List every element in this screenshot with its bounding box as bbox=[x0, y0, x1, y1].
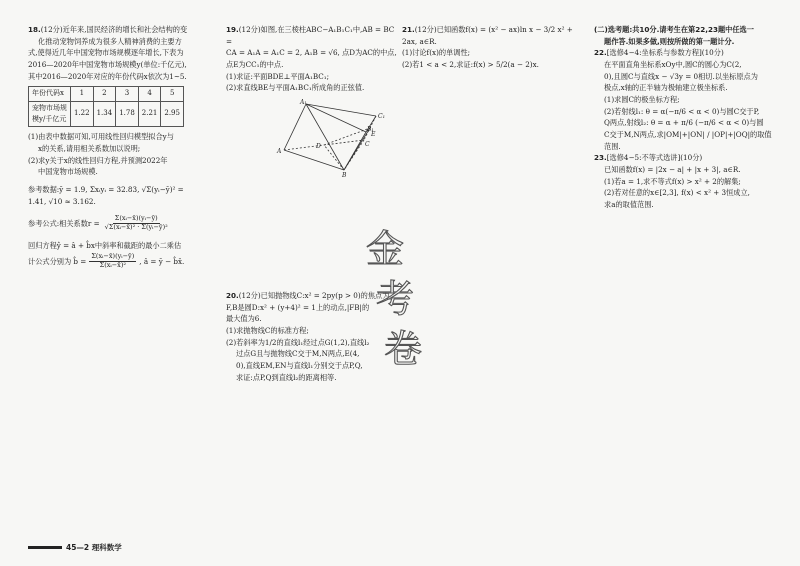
numerator: Σ(xᵢ−x̄)(yᵢ−ȳ) bbox=[114, 214, 158, 223]
reference-data: 1.41, √10 ≈ 3.162. bbox=[28, 196, 96, 206]
question-number: 22. bbox=[594, 48, 607, 58]
stamp-char: 卷 bbox=[384, 327, 423, 371]
page-footer bbox=[28, 542, 122, 554]
question-text: (2)求直线BE与平面A₁BC₁所成角的正弦值. bbox=[226, 83, 365, 93]
denominator: √Σ(xᵢ−x̄)² · Σ(yᵢ−ȳ)² bbox=[104, 223, 168, 231]
question-text: (1)求圆C的极坐标方程; bbox=[604, 94, 680, 104]
table-cell: 4 bbox=[138, 87, 161, 101]
formula-label: 计公式分别为 b̂ = bbox=[28, 256, 87, 266]
label-c: C bbox=[365, 140, 370, 148]
stamp-char: 金 bbox=[366, 227, 405, 271]
question-text: 0),直线EM,EN与直线l₁分别交于点P,Q, bbox=[236, 360, 363, 370]
question-19 bbox=[226, 24, 402, 178]
question-text: 2ax, a∈R. bbox=[402, 36, 437, 46]
question-text: (12分)已知函数f(x) = (x² − ax)ln x − 3/2 x² + bbox=[414, 25, 573, 34]
question-text: (1)由表中数据可知,可用线性回归模型拟合y与 bbox=[28, 132, 174, 142]
question-number: 23. bbox=[594, 153, 607, 163]
question-text: 点E为CC₁的中点. bbox=[226, 59, 284, 69]
table-cell: 2.21 bbox=[138, 101, 161, 127]
question-text: 回归方程ŷ = â + b̂x中斜率和截距的最小二乘估 bbox=[28, 240, 182, 250]
fraction bbox=[103, 215, 170, 232]
question-18 bbox=[28, 24, 214, 272]
numerator: Σ(xᵢ−x̄)(yᵢ−ȳ) bbox=[91, 252, 135, 261]
question-number: 18. bbox=[28, 25, 41, 34]
table-cell: 1.22 bbox=[71, 101, 94, 127]
question-text: C交于M,N两点,求|OM|+|ON| / |OP|+|OQ|的取值 bbox=[604, 129, 772, 139]
table-row bbox=[29, 101, 184, 127]
stamp-char: 考 bbox=[376, 277, 415, 321]
table-cell: 2.95 bbox=[161, 101, 184, 127]
question-text: 求证:点P,Q到直线l₂的距离相等. bbox=[236, 372, 337, 382]
cell-line: 宠物市场规 bbox=[32, 103, 67, 112]
table-cell: 2 bbox=[93, 87, 116, 101]
question-text: 求a的取值范围. bbox=[604, 199, 654, 209]
question-number: 20. bbox=[226, 291, 239, 300]
prism-diagram bbox=[276, 98, 386, 178]
question-text: 中国宠物市场规模. bbox=[38, 167, 98, 177]
label-b: B bbox=[342, 171, 347, 178]
question-text: (12分)已知抛物线C:x² = 2py(p > 0)的焦点为 bbox=[238, 291, 390, 300]
subject-label: 理科数学 bbox=[91, 542, 122, 552]
question-text: 最大值为6. bbox=[226, 314, 262, 324]
page-number: 45—2 bbox=[66, 542, 90, 552]
question-text: 式,使得近几年中国宠物市场规模逐年增长,下表为 bbox=[28, 48, 184, 58]
question-text: (2)若射线l₁: θ = α(−π/6 < α < 0)与圆C交于P, bbox=[604, 106, 760, 116]
question-text: (1)求证:平面BDE⊥平面A₁BC₁; bbox=[226, 71, 330, 81]
denominator: Σ(xᵢ−x̄)² bbox=[99, 261, 126, 270]
label-c1: C₁ bbox=[378, 112, 385, 120]
watermark-stamp bbox=[352, 220, 430, 380]
question-text: x的关系,请用相关系数加以说明; bbox=[38, 143, 141, 153]
question-text: Q两点,射线l₂: θ = α + π/6 (−π/6 < α < 0)与圆 bbox=[604, 118, 764, 128]
table-cell: 年份代码x bbox=[29, 87, 71, 101]
formula-tail: , â = ȳ − b̂x̄. bbox=[139, 256, 185, 266]
question-21 bbox=[402, 24, 588, 71]
question-text: 过点G且与抛物线C交于M,N两点,E(4, bbox=[236, 349, 360, 359]
question-text: [选修4−5:不等式选讲](10分) bbox=[606, 153, 703, 163]
question-text: 已知函数f(x) = |2x − a| + |x + 3|, a∈R. bbox=[604, 164, 741, 174]
question-text: 0),且圆C与直线x − √3y = 0相切.以坐标原点为 bbox=[604, 71, 758, 81]
table-cell: 1 bbox=[71, 87, 94, 101]
table-cell: 3 bbox=[116, 87, 139, 101]
question-text: (1)若a = 1,求不等式f(x) > x² + 2的解集; bbox=[604, 176, 741, 186]
question-text: CA = A₁A = A₁C = 2, A₁B = √6, 点D为AC的中点, bbox=[226, 48, 397, 58]
optional-section bbox=[594, 24, 782, 211]
question-text: (12分)如图,在三棱柱ABC−A₁B₁C₁中,AB = BC = bbox=[226, 25, 395, 46]
question-text: (2)求y关于x的线性回归方程,并预测2022年 bbox=[28, 155, 168, 165]
label-a1: A₁ bbox=[300, 98, 307, 106]
question-22 bbox=[594, 47, 782, 152]
label-e: E bbox=[371, 130, 376, 138]
footer-bar bbox=[28, 546, 62, 549]
question-text: 2016—2020年中国宠物市场规模y(单位:千亿元), bbox=[28, 59, 187, 69]
question-text: 在平面直角坐标系xOy中,圆C的圆心为C(2, bbox=[604, 59, 742, 69]
question-text: (1)讨论f(x)的单调性; bbox=[402, 48, 471, 58]
label-b1: B₁ bbox=[367, 125, 374, 133]
reference-data: 参考数据:ȳ = 1.9, Σxᵢyᵢ = 32.83, √Σ(yᵢ−ȳ)² = bbox=[28, 184, 184, 194]
question-text: (12分)近年来,国民经济的增长和社会结构的变 bbox=[40, 25, 188, 34]
table-cell: 1.78 bbox=[116, 101, 139, 127]
question-text: 极点,x轴的正半轴为极轴建立极坐标系. bbox=[604, 83, 728, 93]
regression-formula bbox=[28, 253, 214, 270]
question-number: 21. bbox=[402, 25, 415, 34]
question-text: F,B是圆D:x² + (y+4)² = 1上的动点,|FB|的 bbox=[226, 302, 370, 312]
question-text: 范围. bbox=[604, 141, 621, 151]
question-text: (2)若对任意的x∈[2,3], f(x) < x² + 3恒成立, bbox=[604, 188, 750, 198]
question-text: (1)求抛物线C的标准方程; bbox=[226, 325, 309, 335]
table-cell: 5 bbox=[161, 87, 184, 101]
question-text: 化推动宠物饲养成为很多人精神消费的主要方 bbox=[38, 36, 182, 46]
label-a: A bbox=[277, 147, 282, 155]
cell-line: 模y/千亿元 bbox=[32, 114, 67, 123]
table-cell bbox=[29, 101, 71, 127]
question-text: (2)若1 < a < 2,求证:f(x) > 5/2(a − 2)x. bbox=[402, 59, 539, 69]
table-row bbox=[29, 87, 184, 101]
data-table bbox=[28, 86, 184, 127]
question-text: [选修4−4:坐标系与参数方程](10分) bbox=[606, 48, 724, 58]
question-text: (2)若斜率为1/2的直线l₁经过点G(1,2),直线l₂ bbox=[226, 337, 370, 347]
section-heading: (二)选考题:共10分.请考生在第22,23题中任选一 bbox=[594, 25, 754, 34]
section-heading: 题作答.如果多做,则按所做的第一题计分. bbox=[604, 36, 735, 46]
fraction bbox=[89, 253, 136, 270]
table-cell: 1.34 bbox=[93, 101, 116, 127]
question-23 bbox=[594, 152, 782, 210]
question-number: 19. bbox=[226, 25, 239, 34]
correlation-formula bbox=[28, 215, 214, 232]
formula-label: 参考公式:相关系数r = bbox=[28, 218, 100, 228]
label-d: D bbox=[316, 142, 321, 150]
question-text: 其中2016—2020年对应的年份代码x依次为1~5. bbox=[28, 71, 187, 81]
